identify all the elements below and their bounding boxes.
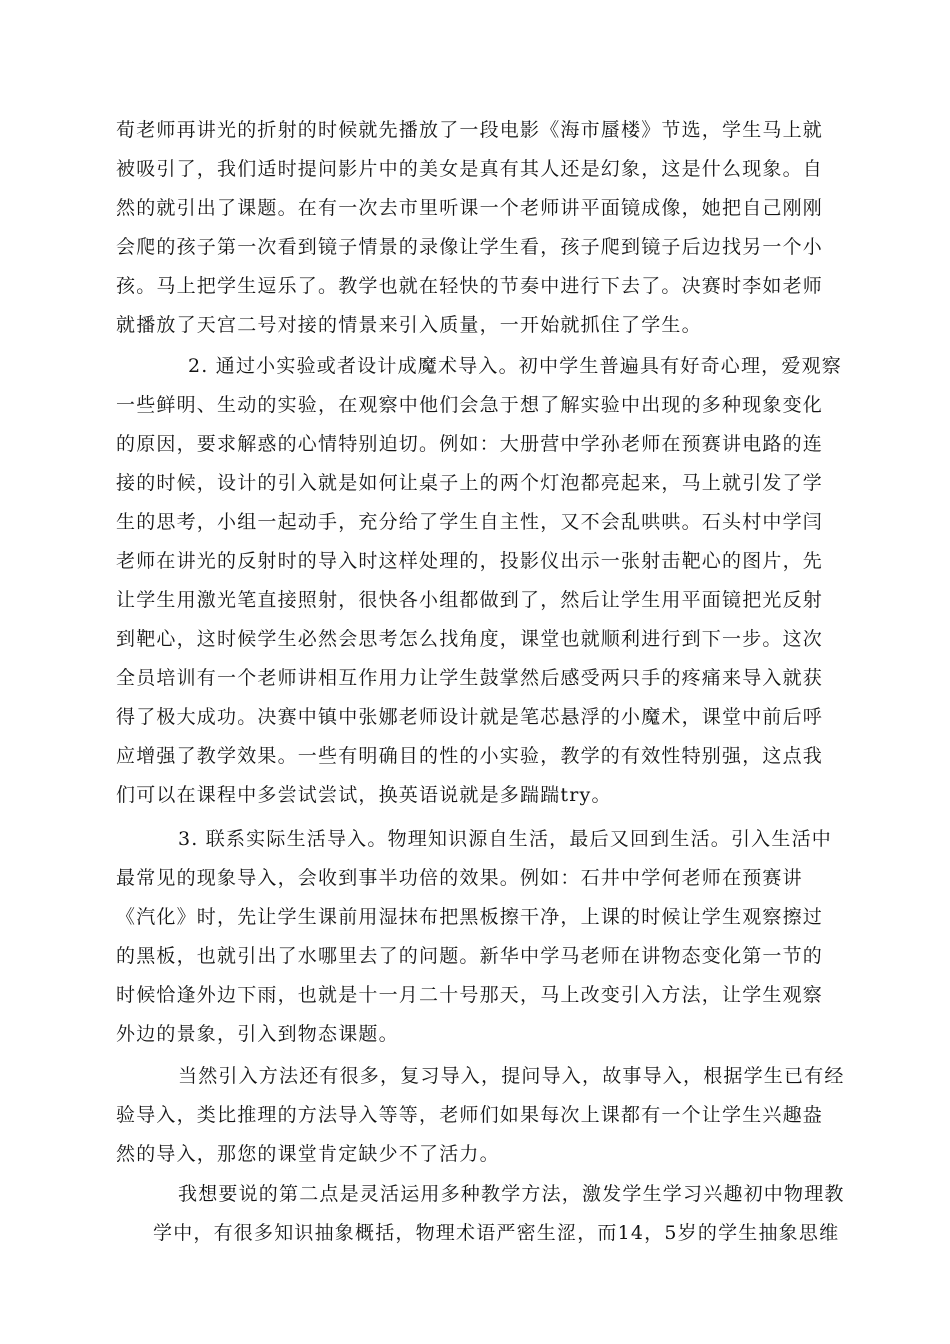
paragraph-1-line-4: 会爬的孩子第一次看到镜子情景的录像让学生看，孩子爬到镜子后边找另一个小 (116, 236, 824, 258)
paragraph-5-line-1: 我想要说的第二点是灵活运用多种教学方法，激发学生学习兴趣初中物理教 (178, 1183, 845, 1205)
paragraph-4-line-3: 然的导入，那您的课堂肯定缺少不了活力。 (116, 1143, 500, 1165)
paragraph-3-line-1: 3. 联系实际生活导入。物理知识源自生活，最后又回到生活。引入生活中 (178, 828, 832, 850)
paragraph-2-line-2: 一些鲜明、生动的实验，在观察中他们会急于想了解实验中出现的多种现象变化 (116, 394, 824, 416)
paragraph-2-line-9: 全员培训有一个老师讲相互作用力让学生鼓掌然后感受两只手的疼痛来导入就获 (116, 667, 824, 689)
paragraph-1-line-3: 然的就引出了课题。在有一次去市里听课一个老师讲平面镜成像，她把自己刚刚 (116, 197, 824, 219)
paragraph-3-line-6: 外边的景象，引入到物态课题。 (116, 1023, 399, 1045)
paragraph-1-line-1: 荀老师再讲光的折射的时候就先播放了一段电影《海市蜃楼》节选，学生马上就 (116, 119, 824, 141)
paragraph-5-line-2: 学中，有很多知识抽象概括，物理术语严密生涩，而14，5岁的学生抽象思维 (153, 1222, 840, 1244)
paragraph-1-line-5: 孩。马上把学生逗乐了。教学也就在轻快的节奏中进行下去了。决赛时李如老师 (116, 275, 824, 297)
paragraph-4-line-2: 验导入，类比推理的方法导入等等，老师们如果每次上课都有一个让学生兴趣盎 (116, 1104, 824, 1126)
paragraph-3-line-5: 时候恰逢外边下雨，也就是十一月二十号那天，马上改变引入方法，让学生观察 (116, 984, 824, 1006)
paragraph-3-line-3: 《汽化》时，先让学生课前用湿抹布把黑板擦干净，上课的时候让学生观察擦过 (116, 906, 824, 928)
paragraph-1-line-2: 被吸引了，我们适时提问影片中的美女是真有其人还是幻象，这是什么现象。自 (116, 158, 824, 180)
paragraph-1-line-6: 就播放了天宫二号对接的情景来引入质量，一开始就抓住了学生。 (116, 314, 702, 336)
paragraph-2-line-5: 生的思考，小组一起动手，充分给了学生自主性，又不会乱哄哄。石头村中学闫 (116, 511, 824, 533)
paragraph-2-line-8: 到靶心，这时候学生必然会思考怎么找角度，课堂也就顺利进行到下一步。这次 (116, 628, 824, 650)
paragraph-3-line-2: 最常见的现象导入，会收到事半功倍的效果。例如：石井中学何老师在预赛讲 (116, 867, 803, 889)
paragraph-2-line-3: 的原因，要求解惑的心情特别迫切。例如：大册营中学孙老师在预赛讲电路的连 (116, 433, 824, 455)
paragraph-2-line-1: 2. 通过小实验或者设计成魔术导入。初中学生普遍具有好奇心理，爱观察 (188, 355, 842, 377)
paragraph-2-line-10: 得了极大成功。决赛中镇中张娜老师设计就是笔芯悬浮的小魔术，课堂中前后呼 (116, 706, 824, 728)
paragraph-2-line-12: 们可以在课程中多尝试尝试，换英语说就是多踹踹try。 (116, 784, 612, 806)
paragraph-2-line-6: 老师在讲光的反射时的导入时这样处理的，投影仪出示一张射击靶心的图片，先 (116, 550, 824, 572)
paragraph-2-line-7: 让学生用激光笔直接照射，很快各小组都做到了，然后让学生用平面镜把光反射 (116, 589, 824, 611)
paragraph-2-line-11: 应增强了教学效果。一些有明确目的性的小实验，教学的有效性特别强，这点我 (116, 745, 824, 767)
paragraph-3-line-4: 的黑板，也就引出了水哪里去了的问题。新华中学马老师在讲物态变化第一节的 (116, 945, 824, 967)
paragraph-4-line-1: 当然引入方法还有很多，复习导入，提问导入，故事导入，根据学生已有经 (178, 1065, 845, 1087)
paragraph-2-line-4: 接的时候，设计的引入就是如何让桌子上的两个灯泡都亮起来，马上就引发了学 (116, 472, 824, 494)
